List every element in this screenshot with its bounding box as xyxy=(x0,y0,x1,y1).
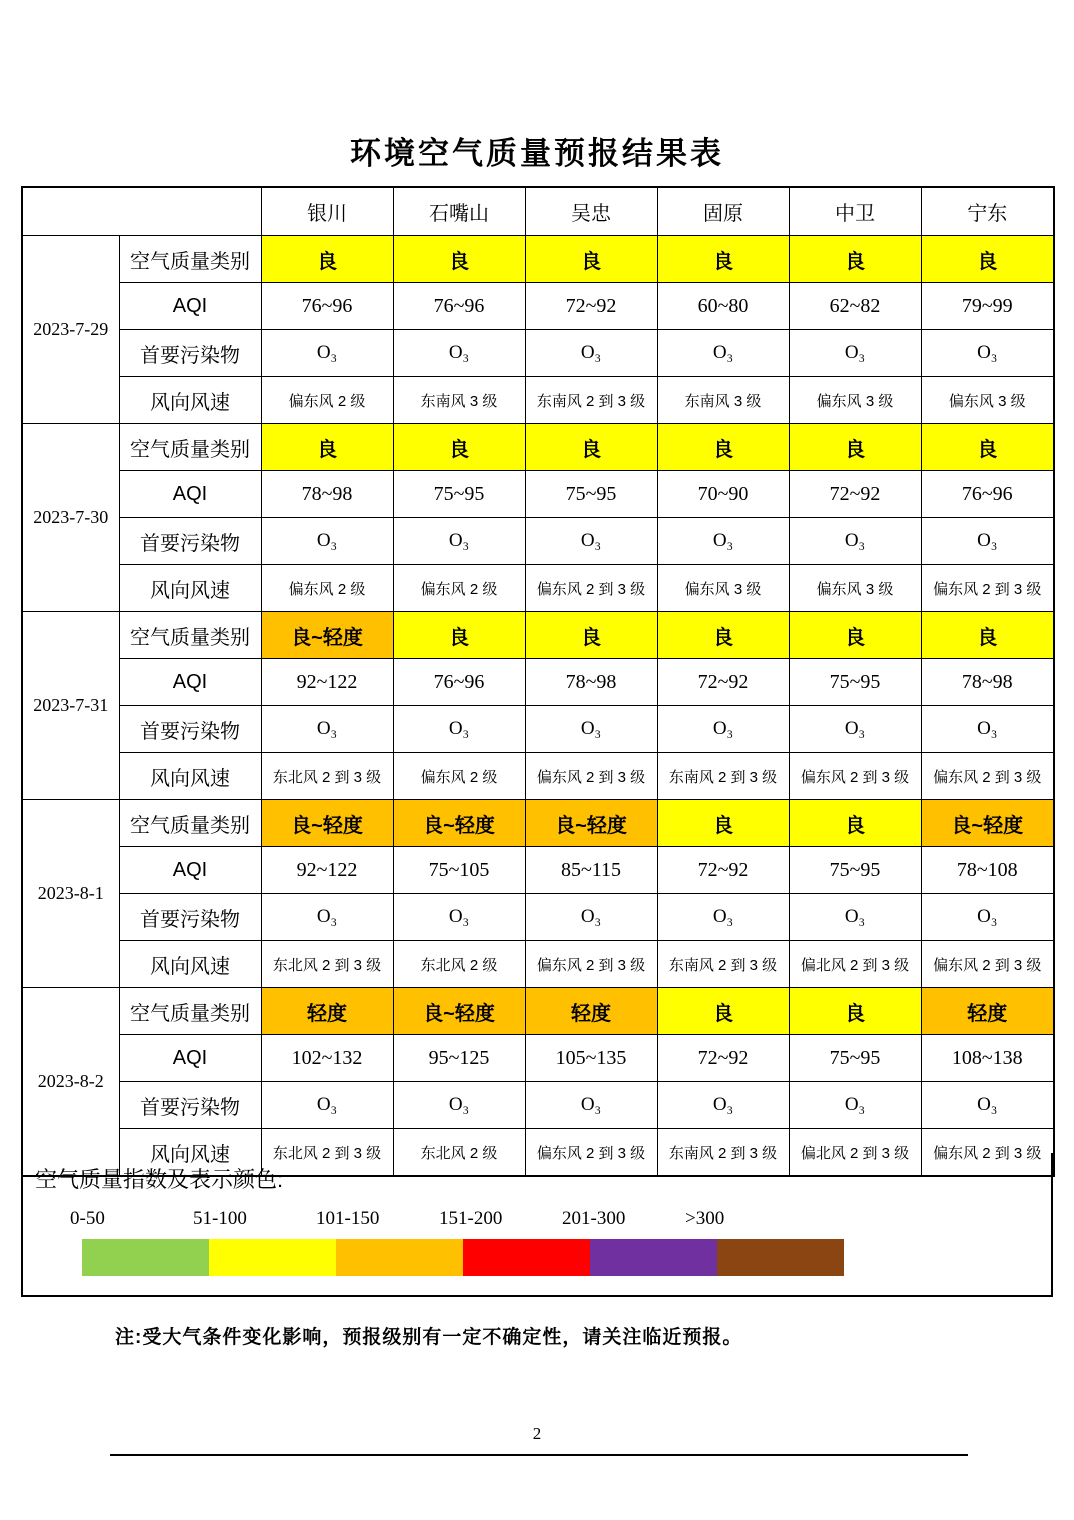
category-cell: 良 xyxy=(789,800,921,847)
wind-cell: 偏东风 2 到 3 级 xyxy=(921,753,1054,800)
aqi-cell: 72~92 xyxy=(525,283,657,330)
pollutant-cell: O₃ xyxy=(921,1082,1054,1129)
aqi-cell: 78~98 xyxy=(921,659,1054,706)
pollutant-cell: O₃ xyxy=(261,894,393,941)
pollutant-cell: O₃ xyxy=(921,330,1054,377)
category-cell: 轻度 xyxy=(525,988,657,1035)
legend-swatch-row xyxy=(82,1239,844,1276)
legend-label: 201-300 xyxy=(562,1208,626,1229)
pollutant-cell: O₃ xyxy=(657,1082,789,1129)
aqi-cell: 105~135 xyxy=(525,1035,657,1082)
date-cell: 2023-7-29 xyxy=(22,236,119,424)
wind-cell: 东南风 2 到 3 级 xyxy=(525,377,657,424)
wind-cell: 偏东风 2 到 3 级 xyxy=(921,941,1054,988)
category-cell: 良~轻度 xyxy=(261,800,393,847)
city-header: 中卫 xyxy=(789,187,921,236)
aqi-cell: 78~98 xyxy=(525,659,657,706)
pollutant-cell: O₃ xyxy=(393,706,525,753)
row-label: 空气质量类别 xyxy=(119,424,261,471)
footer-divider xyxy=(110,1454,968,1456)
legend-swatch-green xyxy=(82,1239,209,1276)
row-label: 首要污染物 xyxy=(119,518,261,565)
category-cell: 良~轻度 xyxy=(261,612,393,659)
row-label: 空气质量类别 xyxy=(119,236,261,283)
wind-cell: 偏东风 3 级 xyxy=(789,377,921,424)
category-cell: 轻度 xyxy=(921,988,1054,1035)
aqi-cell: 78~98 xyxy=(261,471,393,518)
category-cell: 良 xyxy=(789,612,921,659)
legend-label: >300 xyxy=(685,1208,725,1229)
aqi-cell: 95~125 xyxy=(393,1035,525,1082)
pollutant-cell: O₃ xyxy=(261,330,393,377)
pollutant-cell: O₃ xyxy=(921,894,1054,941)
date-cell: 2023-8-1 xyxy=(22,800,119,988)
category-cell: 良 xyxy=(657,800,789,847)
aqi-cell: 75~105 xyxy=(393,847,525,894)
row-label: 首要污染物 xyxy=(119,330,261,377)
forecast-note: 注:受大气条件变化影响，预报级别有一定不确定性，请关注临近预报。 xyxy=(115,1327,743,1348)
city-header: 固原 xyxy=(657,187,789,236)
pollutant-cell: O₃ xyxy=(789,894,921,941)
wind-cell: 偏东风 3 级 xyxy=(789,565,921,612)
wind-cell: 偏东风 2 级 xyxy=(261,377,393,424)
category-cell: 良 xyxy=(393,424,525,471)
wind-cell: 东北风 2 到 3 级 xyxy=(261,753,393,800)
aqi-cell: 78~108 xyxy=(921,847,1054,894)
legend-swatch-orange xyxy=(336,1239,463,1276)
category-cell: 良~轻度 xyxy=(393,800,525,847)
aqi-cell: 60~80 xyxy=(657,283,789,330)
pollutant-cell: O₃ xyxy=(789,518,921,565)
pollutant-cell: O₃ xyxy=(525,330,657,377)
pollutant-cell: O₃ xyxy=(393,894,525,941)
row-label: AQI xyxy=(119,1035,261,1082)
row-label: 风向风速 xyxy=(119,377,261,424)
category-cell: 轻度 xyxy=(261,988,393,1035)
pollutant-cell: O₃ xyxy=(525,706,657,753)
aqi-cell: 75~95 xyxy=(789,1035,921,1082)
row-label: 首要污染物 xyxy=(119,706,261,753)
city-header: 石嘴山 xyxy=(393,187,525,236)
aqi-cell: 76~96 xyxy=(393,283,525,330)
aqi-cell: 72~92 xyxy=(657,1035,789,1082)
table-corner-cell xyxy=(22,187,261,236)
category-cell: 良 xyxy=(921,612,1054,659)
wind-cell: 偏东风 2 级 xyxy=(393,565,525,612)
wind-cell: 东南风 3 级 xyxy=(657,377,789,424)
legend-swatch-brown xyxy=(717,1239,844,1276)
wind-cell: 偏东风 2 级 xyxy=(393,753,525,800)
aqi-cell: 75~95 xyxy=(393,471,525,518)
wind-cell: 东南风 2 到 3 级 xyxy=(657,941,789,988)
page-number: 2 xyxy=(532,1424,542,1443)
wind-cell: 偏东风 2 级 xyxy=(261,565,393,612)
category-cell: 良 xyxy=(525,424,657,471)
category-cell: 良 xyxy=(393,612,525,659)
aqi-cell: 76~96 xyxy=(393,659,525,706)
page-title: 环境空气质量预报结果表 xyxy=(350,136,724,171)
date-cell: 2023-7-31 xyxy=(22,612,119,800)
legend-swatch-purple xyxy=(590,1239,717,1276)
aqi-cell: 72~92 xyxy=(789,471,921,518)
aqi-cell: 75~95 xyxy=(525,471,657,518)
category-cell: 良 xyxy=(525,236,657,283)
category-cell: 良 xyxy=(261,424,393,471)
wind-cell: 东北风 2 到 3 级 xyxy=(261,1129,393,1177)
row-label: 风向风速 xyxy=(119,753,261,800)
pollutant-cell: O₃ xyxy=(789,1082,921,1129)
aqi-cell: 79~99 xyxy=(921,283,1054,330)
row-label: 风向风速 xyxy=(119,1129,261,1177)
category-cell: 良 xyxy=(789,988,921,1035)
wind-cell: 偏北风 2 到 3 级 xyxy=(789,1129,921,1177)
pollutant-cell: O₃ xyxy=(393,1082,525,1129)
aqi-cell: 72~92 xyxy=(657,659,789,706)
row-label: 空气质量类别 xyxy=(119,612,261,659)
category-cell: 良 xyxy=(921,424,1054,471)
aqi-cell: 75~95 xyxy=(789,659,921,706)
wind-cell: 偏东风 2 到 3 级 xyxy=(921,565,1054,612)
wind-cell: 偏东风 2 到 3 级 xyxy=(789,753,921,800)
category-cell: 良 xyxy=(789,424,921,471)
row-label: AQI xyxy=(119,471,261,518)
wind-cell: 偏东风 3 级 xyxy=(657,565,789,612)
pollutant-cell: O₃ xyxy=(789,706,921,753)
row-label: 首要污染物 xyxy=(119,1082,261,1129)
aqi-cell: 102~132 xyxy=(261,1035,393,1082)
pollutant-cell: O₃ xyxy=(921,518,1054,565)
pollutant-cell: O₃ xyxy=(393,330,525,377)
category-cell: 良 xyxy=(261,236,393,283)
pollutant-cell: O₃ xyxy=(657,894,789,941)
legend-swatch-yellow xyxy=(209,1239,336,1276)
aqi-cell: 62~82 xyxy=(789,283,921,330)
pollutant-cell: O₃ xyxy=(789,330,921,377)
wind-cell: 偏东风 3 级 xyxy=(921,377,1054,424)
pollutant-cell: O₃ xyxy=(525,518,657,565)
city-header: 银川 xyxy=(261,187,393,236)
wind-cell: 东南风 2 到 3 级 xyxy=(657,753,789,800)
category-cell: 良 xyxy=(393,236,525,283)
aqi-cell: 72~92 xyxy=(657,847,789,894)
row-label: 空气质量类别 xyxy=(119,800,261,847)
aqi-cell: 70~90 xyxy=(657,471,789,518)
pollutant-cell: O₃ xyxy=(261,1082,393,1129)
category-cell: 良 xyxy=(789,236,921,283)
pollutant-cell: O₃ xyxy=(525,894,657,941)
pollutant-cell: O₃ xyxy=(657,518,789,565)
date-cell: 2023-8-2 xyxy=(22,988,119,1177)
category-cell: 良 xyxy=(657,612,789,659)
pollutant-cell: O₃ xyxy=(393,518,525,565)
row-label: 风向风速 xyxy=(119,941,261,988)
category-cell: 良~轻度 xyxy=(921,800,1054,847)
city-header: 宁东 xyxy=(921,187,1054,236)
row-label: 首要污染物 xyxy=(119,894,261,941)
legend-label: 151-200 xyxy=(439,1208,503,1229)
wind-cell: 偏东风 2 到 3 级 xyxy=(525,753,657,800)
legend-label: 101-150 xyxy=(316,1208,380,1229)
pollutant-cell: O₃ xyxy=(525,1082,657,1129)
wind-cell: 东北风 2 级 xyxy=(393,1129,525,1177)
aqi-color-legend xyxy=(21,1153,1053,1297)
category-cell: 良 xyxy=(657,424,789,471)
pollutant-cell: O₃ xyxy=(261,518,393,565)
pollutant-cell: O₃ xyxy=(657,706,789,753)
wind-cell: 偏北风 2 到 3 级 xyxy=(789,941,921,988)
pollutant-cell: O₃ xyxy=(921,706,1054,753)
wind-cell: 东南风 2 到 3 级 xyxy=(657,1129,789,1177)
pollutant-cell: O₃ xyxy=(657,330,789,377)
row-label: 空气质量类别 xyxy=(119,988,261,1035)
aqi-cell: 76~96 xyxy=(261,283,393,330)
legend-swatch-red xyxy=(463,1239,590,1276)
row-label: AQI xyxy=(119,659,261,706)
forecast-table xyxy=(21,186,1055,1177)
date-cell: 2023-7-30 xyxy=(22,424,119,612)
category-cell: 良 xyxy=(921,236,1054,283)
category-cell: 良 xyxy=(525,612,657,659)
row-label: 风向风速 xyxy=(119,565,261,612)
wind-cell: 偏东风 2 到 3 级 xyxy=(525,941,657,988)
wind-cell: 东北风 2 级 xyxy=(393,941,525,988)
wind-cell: 偏东风 2 到 3 级 xyxy=(921,1129,1054,1177)
pollutant-cell: O₃ xyxy=(261,706,393,753)
wind-cell: 东南风 3 级 xyxy=(393,377,525,424)
aqi-cell: 92~122 xyxy=(261,847,393,894)
city-header: 吴忠 xyxy=(525,187,657,236)
category-cell: 良~轻度 xyxy=(393,988,525,1035)
legend-label: 51-100 xyxy=(193,1208,247,1229)
row-label: AQI xyxy=(119,847,261,894)
legend-label: 0-50 xyxy=(70,1208,105,1229)
aqi-cell: 85~115 xyxy=(525,847,657,894)
aqi-cell: 92~122 xyxy=(261,659,393,706)
aqi-cell: 75~95 xyxy=(789,847,921,894)
category-cell: 良~轻度 xyxy=(525,800,657,847)
category-cell: 良 xyxy=(657,236,789,283)
legend-title: 空气质量指数及表示颜色: xyxy=(35,1167,284,1192)
wind-cell: 偏东风 2 到 3 级 xyxy=(525,1129,657,1177)
wind-cell: 偏东风 2 到 3 级 xyxy=(525,565,657,612)
row-label: AQI xyxy=(119,283,261,330)
wind-cell: 东北风 2 到 3 级 xyxy=(261,941,393,988)
category-cell: 良 xyxy=(657,988,789,1035)
aqi-cell: 76~96 xyxy=(921,471,1054,518)
aqi-cell: 108~138 xyxy=(921,1035,1054,1082)
